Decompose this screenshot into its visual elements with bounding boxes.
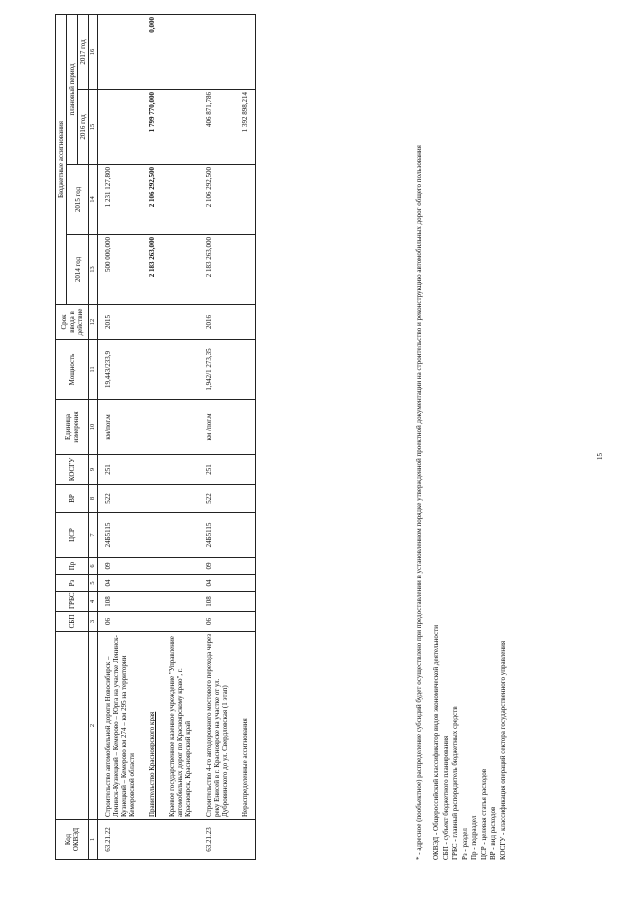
col-name-header xyxy=(56,632,89,820)
col-kosgu-header: КОСГУ xyxy=(56,455,89,485)
col-number: 3 xyxy=(89,612,98,632)
footnote-svp: СБП - субъект бюджетного планирования xyxy=(441,735,450,860)
row-2017: 0,000 xyxy=(142,14,162,89)
row-2016: 406 871,786 xyxy=(199,90,235,165)
row-capacity xyxy=(142,340,162,400)
col-number: 16 xyxy=(89,14,98,89)
row-unit: км /пог.м xyxy=(199,400,235,455)
row-svp xyxy=(142,612,162,632)
footnote-star: * - адресное (пообъектное) распределение субсидий будет осуществлено при предоставлении в установленном порядке утвержденной проектной документации на строительство и реконструкцию автомобильных дорог общего пользования xyxy=(415,145,423,860)
table-row-agency xyxy=(162,14,198,859)
footnotes xyxy=(415,15,508,860)
budget-table xyxy=(55,14,256,860)
row-grbs: 108 xyxy=(98,592,143,612)
row-2014: 500 000,000 xyxy=(98,235,143,305)
col-2014-header: 2014 год xyxy=(67,235,89,305)
col-number: 6 xyxy=(89,558,98,575)
row-vr xyxy=(142,485,162,513)
row-2016: 1 392 898,214 xyxy=(235,90,256,165)
table-row-bridge xyxy=(199,14,235,859)
col-2016-header: 2016 год xyxy=(78,90,89,165)
col-number: 10 xyxy=(89,400,98,455)
col-number: 13 xyxy=(89,235,98,305)
col-2015-header: 2015 год xyxy=(67,165,89,235)
row-name: Строительство 4-го автодорожного мостового перехода через реку Енисей в г. Красноярске на участке от ул. Дубровинского до ул. Свердловская (1 этап) xyxy=(199,632,235,820)
row-capacity: 1,942/1 273,35 xyxy=(199,340,235,400)
col-number: 2 xyxy=(89,632,98,820)
row-rz: 04 xyxy=(199,575,235,592)
col-number: 9 xyxy=(89,455,98,485)
col-grbs-header: ГРБС xyxy=(56,592,89,612)
column-numbers-row xyxy=(89,14,98,859)
col-number: 15 xyxy=(89,90,98,165)
row-kosgu: 251 xyxy=(199,455,235,485)
row-csr: 24Б5115 xyxy=(199,513,235,558)
row-svp: 06 xyxy=(199,612,235,632)
row-kosgu: 251 xyxy=(98,455,143,485)
row-unit: км/пог.м xyxy=(98,400,143,455)
row-kod xyxy=(162,820,198,860)
row-rz xyxy=(142,575,162,592)
row-pr: 09 xyxy=(199,558,235,575)
row-kod: 63.21.22 xyxy=(98,820,143,860)
col-term-header: Срок ввода в действие xyxy=(56,305,89,340)
row-kod xyxy=(235,820,256,860)
row-2016: 1 799 770,000 xyxy=(142,90,162,165)
col-budget-header: Бюджетные ассигнования xyxy=(56,14,67,304)
row-csr xyxy=(142,513,162,558)
row-term xyxy=(142,305,162,340)
col-svp-header: СБП xyxy=(56,612,89,632)
row-kod: 63.21.23 xyxy=(199,820,235,860)
footnote-grbs: ГРБС - главный распорядитель бюджетных средств xyxy=(451,706,460,860)
row-grbs xyxy=(142,592,162,612)
row-2014: 2 183 263,000 xyxy=(142,235,162,305)
footnote-kosgu: КОСГУ - классификация операций сектора государственного управления xyxy=(498,640,507,860)
col-number: 11 xyxy=(89,340,98,400)
footnote-okved: ОКВЭД - Общероссийский классификатор видов экономической деятельности xyxy=(432,625,441,860)
footnote-vr: ВР - вид расходов xyxy=(489,806,498,860)
row-term: 2015 xyxy=(98,305,143,340)
row-2015: 1 231 127,800 xyxy=(98,165,143,235)
col-number: 5 xyxy=(89,575,98,592)
row-unit xyxy=(142,400,162,455)
row-2015: 2 106 292,500 xyxy=(199,165,235,235)
row-2017 xyxy=(98,14,143,89)
col-pr-header: Пр xyxy=(56,558,89,575)
row-name: Строительство автомобильной дороги Новосибирск – Ленинск-Кузнецкий – Кемерово – Юрга на участке Ленинск-Кузнецкий – Кемерово км 274 – км 295 на территории Кемеровской области xyxy=(98,632,143,820)
row-name: Краевое государственное казенное учреждение "Управление автомобильных дорог по Красноярскому краю", г. Красноярск, Красноярский край xyxy=(162,632,198,820)
row-name: Правительство Красноярского края xyxy=(142,632,162,820)
col-kod-header: Код ОКВЭД xyxy=(56,820,89,860)
col-rz-header: Рз xyxy=(56,575,89,592)
row-name: Нераспределенные ассигнования xyxy=(235,632,256,820)
row-capacity: 19,443/233,9 xyxy=(98,340,143,400)
row-rz: 04 xyxy=(98,575,143,592)
footnote-csr: ЦСР - целевая статья расходов xyxy=(479,768,488,860)
table-row-unallocated xyxy=(235,14,256,859)
row-kod xyxy=(142,820,162,860)
row-kosgu xyxy=(142,455,162,485)
footnote-rz: Рз - раздел xyxy=(460,828,469,860)
row-2015: 2 106 292,500 xyxy=(142,165,162,235)
row-grbs: 108 xyxy=(199,592,235,612)
row-2014: 2 183 263,000 xyxy=(199,235,235,305)
col-number: 14 xyxy=(89,165,98,235)
row-csr: 24Б5115 xyxy=(98,513,143,558)
footnote-pr: Пр - подраздел xyxy=(470,815,479,860)
col-number: 12 xyxy=(89,305,98,340)
row-svp: 06 xyxy=(98,612,143,632)
row-pr: 09 xyxy=(98,558,143,575)
row-2016 xyxy=(98,90,143,165)
col-number: 4 xyxy=(89,592,98,612)
col-number: 1 xyxy=(89,820,98,860)
col-2017-header: 2017 год xyxy=(78,14,89,89)
col-csr-header: ЦСР xyxy=(56,513,89,558)
page-number: 15 xyxy=(596,453,604,460)
row-vr: 522 xyxy=(98,485,143,513)
header-row-1 xyxy=(56,14,67,859)
col-number: 8 xyxy=(89,485,98,513)
row-pr xyxy=(142,558,162,575)
col-unit-header: Единица измерения xyxy=(56,400,89,455)
row-vr: 522 xyxy=(199,485,235,513)
row-term: 2016 xyxy=(199,305,235,340)
col-planned-header: плановый период xyxy=(67,14,78,164)
table-row-government xyxy=(142,14,162,859)
col-capacity-header: Мощность xyxy=(56,340,89,400)
col-vr-header: ВР xyxy=(56,485,89,513)
row-2017 xyxy=(199,14,235,89)
table-row-road xyxy=(98,14,143,859)
col-number: 7 xyxy=(89,513,98,558)
